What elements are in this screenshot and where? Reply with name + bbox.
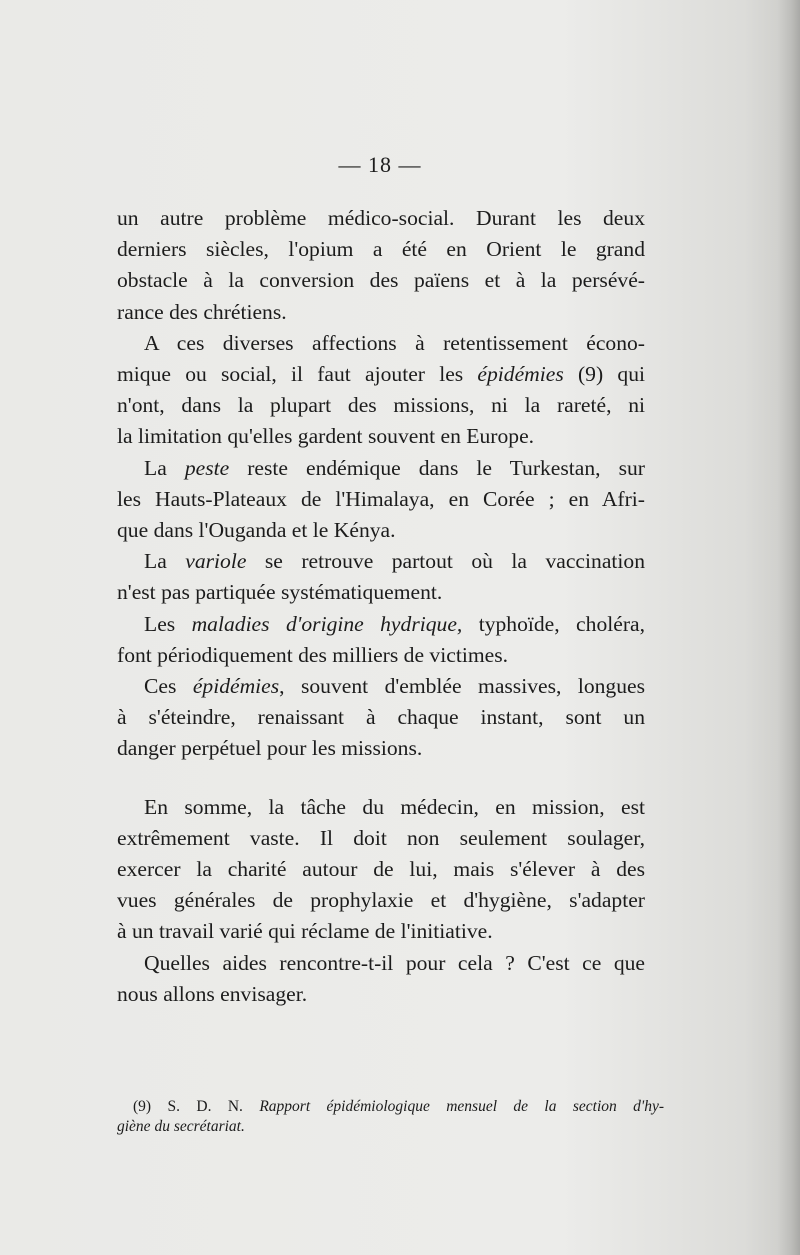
text-line: La peste reste endémique dans le Turkestan, sur — [144, 455, 645, 480]
text-line: mique ou social, il faut ajouter les épidémies (9) qui — [117, 362, 645, 387]
paragraph-smallpox — [117, 546, 645, 608]
text-line: derniers siècles, l'opium a été en Orient le grand — [117, 237, 645, 262]
text-line: extrêmement vaste. Il doit non seulement soulager, — [117, 825, 645, 850]
text-line: Quelles aides rencontre-t-il pour cela ? C'est ce que — [144, 950, 645, 975]
paragraph-opium — [117, 203, 645, 328]
text-line: danger perpétuel pour les missions. — [117, 736, 423, 761]
text-line: font périodiquement des milliers de victimes. — [117, 642, 508, 667]
text-line: la limitation qu'elles gardent souvent en Europe. — [117, 424, 535, 449]
text-line: les Hauts-Plateaux de l'Himalaya, en Corée ; en Afri- — [117, 486, 645, 511]
paragraph-epidemics-danger — [117, 671, 645, 765]
text-line: n'est pas partiquée systématiquement. — [117, 580, 443, 605]
text-line: A ces diverses affections à retentissement écono- — [144, 330, 645, 355]
text-line: à s'éteindre, renaissant à chaque instant, sont un — [117, 705, 645, 730]
paragraph-question — [117, 948, 645, 1010]
emphasis-text: épidémies — [477, 362, 564, 387]
footnote-authors: S. D. N. — [167, 1098, 243, 1115]
text-line: un autre problème médico-social. Durant les deux — [117, 206, 645, 230]
paragraph-waterborne — [117, 609, 645, 671]
paragraph-plague — [117, 453, 645, 547]
text-line: Ces épidémies, souvent d'emblée massives, longues — [144, 674, 645, 699]
emphasis-text: maladies d'origine hydrique, — [191, 611, 463, 636]
text-line: En somme, la tâche du médecin, en mission, est — [144, 794, 645, 819]
footnote-title: Rapport épidémiologique mensuel de la section d'hy- — [259, 1098, 665, 1115]
text-line: vues générales de prophylaxie et d'hygiène, s'adapter — [117, 888, 645, 913]
footnote-number: (9) — [133, 1098, 152, 1115]
footnote-line-2: giène du secrétariat. — [117, 1118, 245, 1135]
emphasis-text: peste — [184, 455, 230, 480]
emphasis-text: épidémies — [192, 674, 280, 699]
page-edge-shadow — [778, 0, 800, 1255]
text-line: La variole se retrouve partout où la vaccination — [144, 549, 645, 574]
paragraph-epidemics — [117, 328, 645, 453]
footnote — [117, 1097, 664, 1137]
text-line: que dans l'Ouganda et le Kénya. — [117, 518, 396, 543]
footnote-line-1 — [117, 1097, 664, 1117]
text-line: exercer la charité autour de lui, mais s'élever à des — [117, 857, 645, 882]
emphasis-text: variole — [185, 549, 247, 574]
page-number: — 18 — — [338, 152, 422, 177]
text-line: nous allons envisager. — [117, 981, 308, 1006]
body-text — [117, 203, 645, 1010]
text-line: n'ont, dans la plupart des missions, ni la rareté, ni — [117, 393, 645, 418]
paragraph-summary — [117, 792, 645, 948]
text-line: à un travail varié qui réclame de l'initiative. — [117, 919, 493, 944]
text-line: Les maladies d'origine hydrique, typhoïde, choléra, — [144, 611, 645, 636]
text-line: rance des chrétiens. — [117, 299, 287, 324]
text-line: obstacle à la conversion des païens et à la persévé- — [117, 268, 645, 293]
